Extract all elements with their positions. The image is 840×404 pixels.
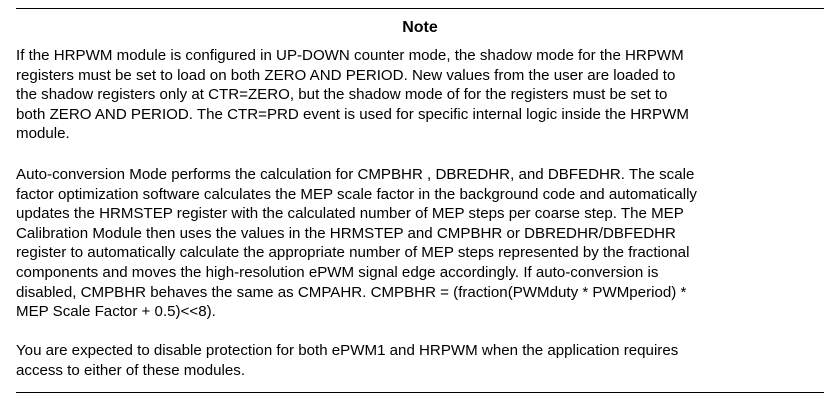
note-title: Note	[402, 19, 438, 36]
top-rule	[16, 8, 824, 9]
text-line: both ZERO AND PERIOD. The CTR=PRD event is used for specific internal logic inside the HRPWM	[16, 105, 689, 123]
paragraph-hrpwm-shadow-mode	[16, 46, 824, 144]
text-line: the shadow registers only at CTR=ZERO, but the shadow mode of for the registers must be set to	[16, 86, 668, 104]
text-line: register to automatically calculate the appropriate number of MEP steps represented by the fractional	[16, 244, 690, 262]
text-line: MEP Scale Factor + 0.5)<<8).	[16, 303, 216, 321]
text-line: module.	[16, 125, 70, 143]
note-box	[16, 4, 824, 396]
text-line: If the HRPWM module is configured in UP-DOWN counter mode, the shadow mode for the HRPWM	[16, 47, 684, 64]
text-line: Auto-conversion Mode performs the calculation for CMPBHR , DBREDHR, and DBFEDHR. The scale	[16, 166, 695, 183]
text-line: components and moves the high-resolution ePWM signal edge accordingly. If auto-conversion is	[16, 263, 659, 281]
text-line: disabled, CMPBHR behaves the same as CMPAHR. CMPBHR = (fraction(PWMduty * PWMperiod) *	[16, 283, 687, 301]
text-line: registers must be set to load on both ZERO AND PERIOD. New values from the user are loaded to	[16, 66, 676, 84]
text-line: You are expected to disable protection for both ePWM1 and HRPWM when the application requires	[16, 342, 679, 359]
paragraph-disable-protection	[16, 341, 824, 380]
text-line: Calibration Module then uses the values in the HRMSTEP and CMPBHR or DBREDHR/DBFEDHR	[16, 224, 676, 242]
bottom-rule	[16, 392, 824, 393]
text-line: updates the HRMSTEP register with the calculated number of MEP steps per coarse step. The MEP	[16, 205, 684, 223]
text-line: factor optimization software calculates the MEP scale factor in the background code and automatically	[16, 185, 697, 203]
paragraph-auto-conversion	[16, 165, 824, 322]
text-line: access to either of these modules.	[16, 361, 246, 379]
